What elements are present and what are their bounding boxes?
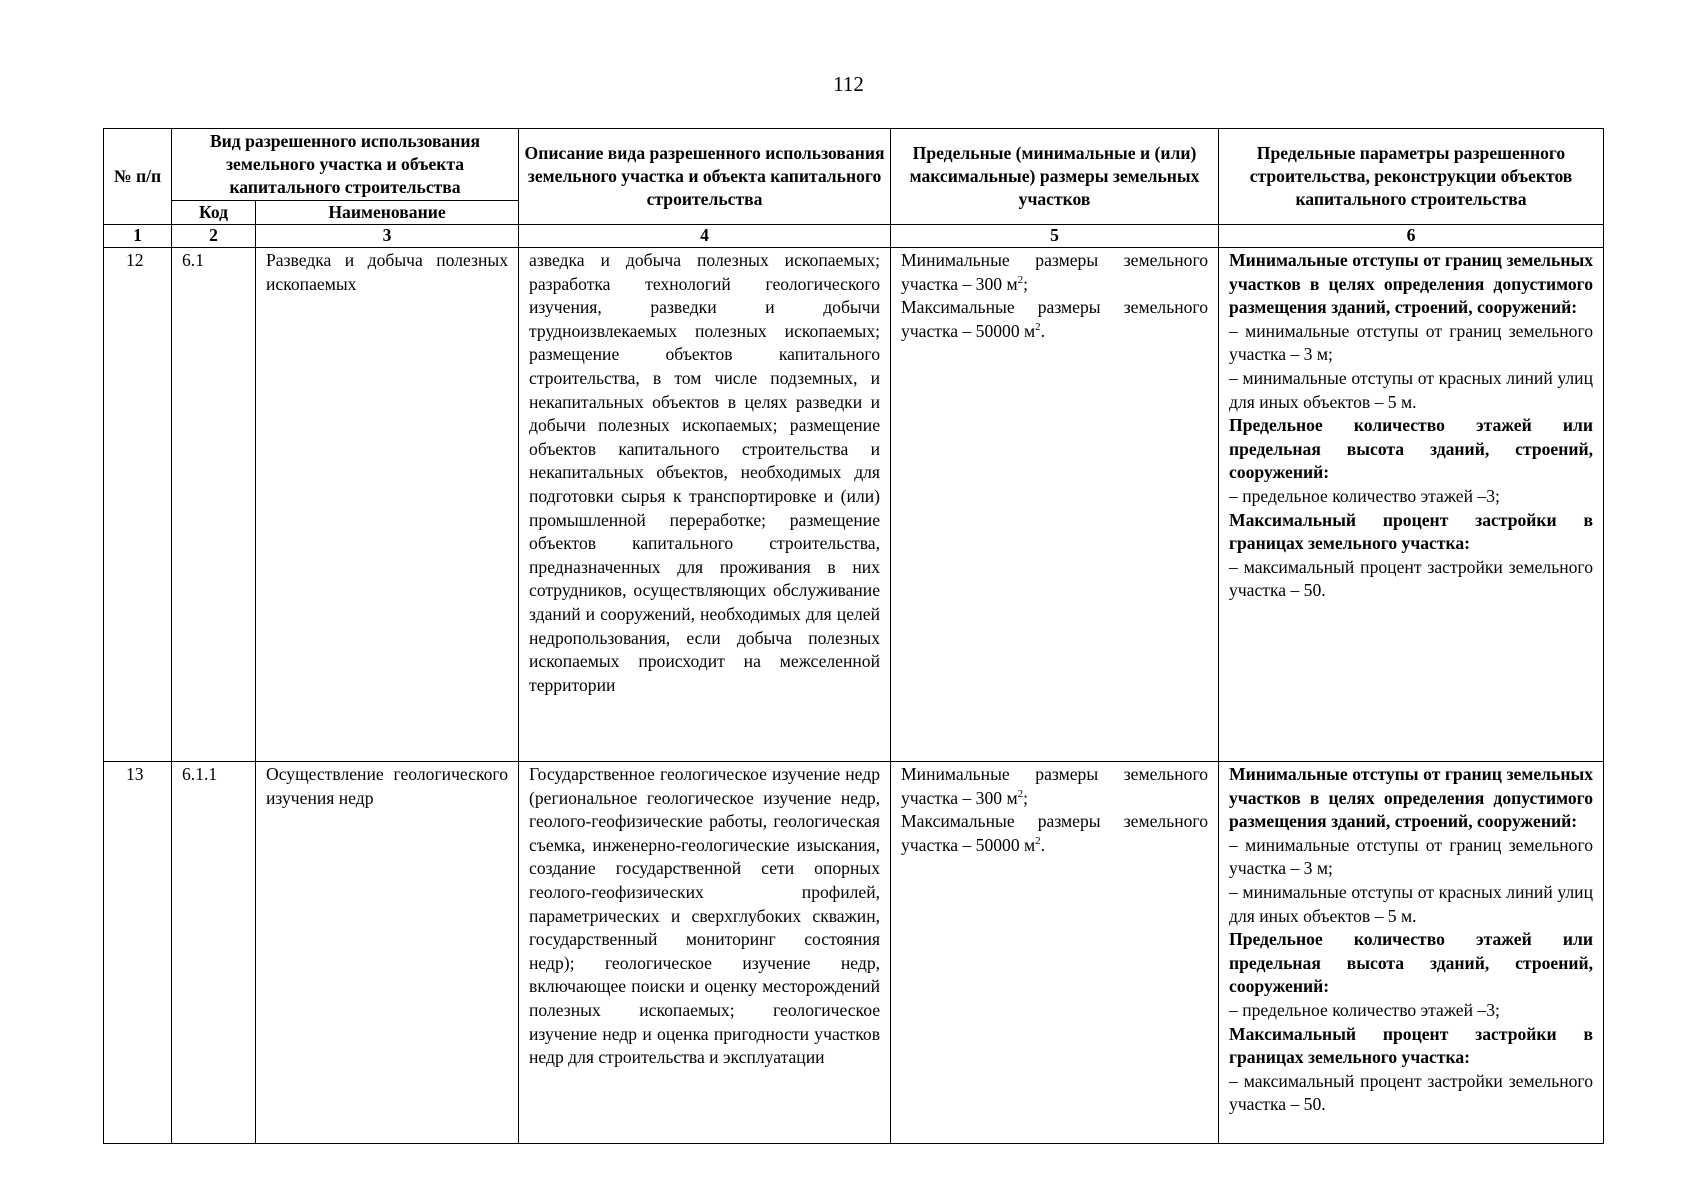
row-construction-params bbox=[1219, 762, 1604, 1144]
param-heading: Предельное количество этажей или предельная высота зданий, строений, сооружений: bbox=[1229, 929, 1594, 997]
header-number: № п/п bbox=[104, 129, 172, 225]
row-number: 13 bbox=[104, 762, 172, 1144]
row-use-name: Разведка и добыча полезных ископаемых bbox=[256, 248, 519, 762]
row-description: Государственное геологическое изучение недр (региональное геологическое изучение недр, геолого-геофизические работы, геологическая съемка, инженерно-геологические изыскания, создание государственной сети опорных геолого-геофизических профилей, параметрических и сверхглубоких скважин, государственный мониторинг состояния недр); геологическое изучение недр, включающее поиски и оценку месторождений полезных ископаемых; геологическое изучение недр и оценка пригодности участков недр для строительства и эксплуатации bbox=[519, 762, 891, 1144]
param-heading: Максимальный процент застройки в границах земельного участка: bbox=[1229, 1023, 1594, 1068]
param-item: – максимальный процент застройки земельного участка – 50. bbox=[1229, 556, 1594, 601]
param-heading: Минимальные отступы от границ земельных участков в целях определения допустимого размещения зданий, строений, сооружений: bbox=[1229, 250, 1594, 318]
column-number: 4 bbox=[519, 225, 891, 248]
max-size-text: Максимальные размеры земельного участка – 50000 $м^2$. bbox=[901, 297, 1209, 341]
table-row bbox=[104, 248, 1604, 762]
header-code: Код bbox=[172, 201, 256, 225]
param-item: – минимальные отступы от границ земельного участка – 3 м; bbox=[1229, 834, 1594, 879]
param-item: – минимальные отступы от красных линий улиц для иных объектов – 5 м. bbox=[1229, 881, 1594, 926]
param-item: – предельное количество этажей –3; bbox=[1229, 485, 1500, 506]
page-number: 112 bbox=[833, 72, 864, 96]
param-item: – минимальные отступы от границ земельного участка – 3 м; bbox=[1229, 320, 1594, 365]
row-description: азведка и добыча полезных ископаемых; разработка технологий геологического изучения, разведки и добычи трудноизвлекаемых полезных ископаемых; размещение объектов капитального строительства, в том числе подземных, и некапитальных объектов в целях разведки и добычи полезных ископаемых; размещение объектов капитального строительства и некапитальных объектов, необходимых для подготовки сырья к транспортировке и (или) промышленной переработке; размещение объектов капитального строительства, предназначенных для проживания в них сотрудников, осуществляющих обслуживание зданий и сооружений, необходимых для целей недропользования, если добыча полезных ископаемых происходит на межселенной территории bbox=[519, 248, 891, 762]
min-size-text: Минимальные размеры земельного участка – 300 $м^2$; bbox=[901, 250, 1209, 294]
param-item: – максимальный процент застройки земельного участка – 50. bbox=[1229, 1070, 1594, 1115]
row-code: 6.1 bbox=[172, 248, 256, 762]
land-use-table bbox=[103, 128, 1604, 1144]
header-description: Описание вида разрешенного использования земельного участка и объекта капитального строительства bbox=[519, 129, 891, 225]
table-row bbox=[104, 762, 1604, 1144]
row-plot-sizes bbox=[891, 762, 1219, 1144]
param-item: – предельное количество этажей –3; bbox=[1229, 999, 1500, 1020]
header-row bbox=[104, 129, 1604, 201]
param-heading: Максимальный процент застройки в границах земельного участка: bbox=[1229, 509, 1594, 554]
column-number: 2 bbox=[172, 225, 256, 248]
row-number: 12 bbox=[104, 248, 172, 762]
column-number: 3 bbox=[256, 225, 519, 248]
max-size-text: Максимальные размеры земельного участка – 50000 $м^2$. bbox=[901, 811, 1209, 855]
row-code: 6.1.1 bbox=[172, 762, 256, 1144]
row-plot-sizes bbox=[891, 248, 1219, 762]
column-number: 1 bbox=[104, 225, 172, 248]
min-size-text: Минимальные размеры земельного участка – 300 $м^2$; bbox=[901, 764, 1209, 808]
row-construction-params bbox=[1219, 248, 1604, 762]
column-number: 5 bbox=[891, 225, 1219, 248]
header-construction-params: Предельные параметры разрешенного строительства, реконструкции объектов капитального строительства bbox=[1219, 129, 1604, 225]
header-name: Наименование bbox=[256, 201, 519, 225]
header-use-type-group: Вид разрешенного использования земельного участка и объекта капитального строительства bbox=[172, 129, 519, 201]
param-heading: Минимальные отступы от границ земельных участков в целях определения допустимого размещения зданий, строений, сооружений: bbox=[1229, 764, 1594, 832]
param-item: – минимальные отступы от красных линий улиц для иных объектов – 5 м. bbox=[1229, 367, 1594, 412]
row-use-name: Осуществление геологического изучения недр bbox=[256, 762, 519, 1144]
header-plot-sizes: Предельные (минимальные и (или) максимальные) размеры земельных участков bbox=[891, 129, 1219, 225]
column-number-row bbox=[104, 225, 1604, 248]
column-number: 6 bbox=[1219, 225, 1604, 248]
param-heading: Предельное количество этажей или предельная высота зданий, строений, сооружений: bbox=[1229, 415, 1594, 483]
